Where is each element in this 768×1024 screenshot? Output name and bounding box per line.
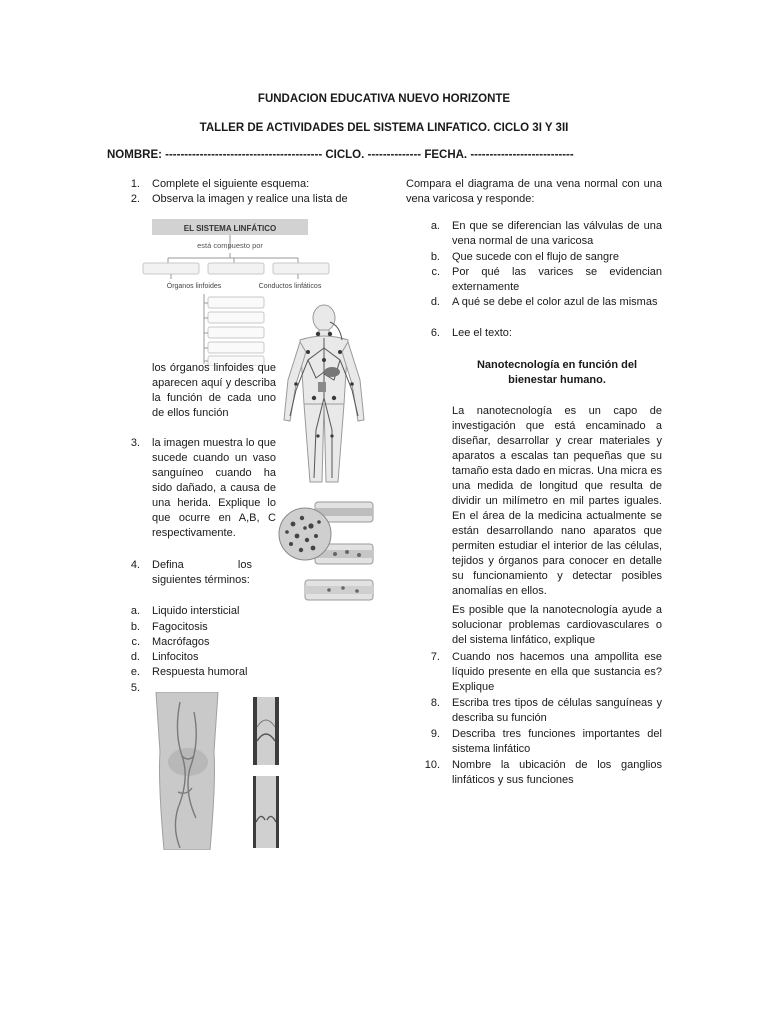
q6-text: Lee el texto:	[452, 327, 512, 339]
diagram-title: EL SISTEMA LINFÁTICO	[183, 224, 277, 233]
term-c: Macrófagos	[152, 636, 210, 648]
q9-number: 9.	[430, 728, 440, 740]
term-a-letter: a.	[130, 605, 140, 617]
q8-text: Escriba tres tipos de células sanguíneas y describa su función	[452, 697, 662, 724]
institution-name: FUNDACION EDUCATIVA NUEVO HORIZONTE	[257, 93, 511, 105]
item-a-text: En que se diferencian las válvulas de una vena normal de una varicosa	[452, 220, 662, 247]
item-b-letter: b.	[430, 251, 440, 263]
item-d-letter: d.	[430, 296, 440, 308]
q1-number: 1.	[130, 178, 140, 190]
q2-number: 2.	[130, 193, 140, 205]
human-lymphatic-figure	[278, 300, 370, 490]
varicose-vein-valve-image	[253, 776, 279, 848]
q9-text: Describa tres funciones importantes del sistema linfático	[452, 728, 662, 755]
item-b-text: Que sucede con el flujo de sangre	[452, 251, 619, 263]
q3-text: la imagen muestra lo que sucede cuando un vaso sanguíneo cuando ha sido dañado, a causa de una herida. Explique lo que ocurre en A,B, C respectivamente.	[152, 437, 276, 539]
q3-number: 3.	[130, 437, 140, 449]
item-a-letter: a.	[430, 220, 440, 232]
varicose-leg-photo	[150, 692, 225, 850]
reading-title-line-1: Nanotecnología en función del	[476, 359, 638, 371]
term-e: Respuesta humoral	[152, 666, 248, 678]
q5-number: 5.	[130, 682, 140, 694]
q10-number: 10.	[424, 759, 440, 771]
q8-number: 8.	[430, 697, 440, 709]
item-c-text: Por qué las varices se evidencian externamente	[452, 266, 662, 293]
q2-continuation: los órganos linfoides que aparecen aquí y describa la función de cada uno de ellos función	[152, 362, 276, 419]
student-info-line: NOMBRE: ----------------------------------------- CICLO. -------------- FECHA. ---------------------------	[107, 149, 574, 161]
item-d-text: A qué se debe el color azul de las mismas	[452, 296, 658, 308]
q1-text: Complete el siguiente esquema:	[152, 178, 310, 190]
normal-vein-valve-image	[253, 697, 279, 765]
diagram-branch-ducts: Conductos linfáticos	[258, 283, 322, 290]
diagram-subtitle: está compuesto por	[197, 241, 263, 250]
reading-paragraph-2: Es posible que la nanotecnología ayude a solucionar problemas cardiovasculares o del sistema linfático, explique	[452, 604, 662, 646]
item-c-letter: c.	[431, 266, 440, 278]
q7-text: Cuando nos hacemos una ampollita ese líquido presente en ella que sustancia es? Explique	[452, 651, 662, 693]
q2-text: Observa la imagen y realice una lista de	[152, 193, 348, 205]
q4-number: 4.	[130, 559, 140, 571]
vein-comparison-intro: Compara el diagrama de una vena normal con una vena varicosa y responde:	[406, 178, 662, 205]
term-c-letter: c.	[131, 636, 140, 648]
term-e-letter: e.	[130, 666, 140, 678]
term-b-letter: b.	[130, 621, 140, 633]
worksheet-title: TALLER DE ACTIVIDADES DEL SISTEMA LINFATICO. CICLO 3I Y 3II	[199, 122, 569, 134]
reading-paragraph-1: La nanotecnología es un capo de investigación que está encaminado a diseñar, desarrollar y crear materiales y aparatos a escalas tan pequeñas que su tamaño esta dado en micras. Una micra es una medida de longitud que resulta de dividir un milímetro en mil partes iguales. En el área de la medicina actualmente se están desarrollando nano aparatos que permiten estudiar el interior de las células, tejidos y órganos para conocer en detalle su funcionamiento y detectar posibles anomalías en ellos.	[452, 405, 662, 597]
term-a: Liquido intersticial	[152, 605, 240, 617]
diagram-branch-organs: Órganos linfoides	[166, 283, 222, 290]
q7-number: 7.	[430, 651, 440, 663]
damaged-vessel-illustration	[275, 496, 375, 606]
q4-text: Defina los siguientes términos:	[152, 559, 252, 586]
term-b: Fagocitosis	[152, 621, 208, 633]
term-d-letter: d.	[130, 651, 140, 663]
term-d: Linfocitos	[152, 651, 199, 663]
q6-number: 6.	[430, 327, 440, 339]
q10-text: Nombre la ubicación de los ganglios linfáticos y sus funciones	[452, 759, 662, 786]
reading-title-line-2: bienestar humano.	[508, 374, 606, 386]
